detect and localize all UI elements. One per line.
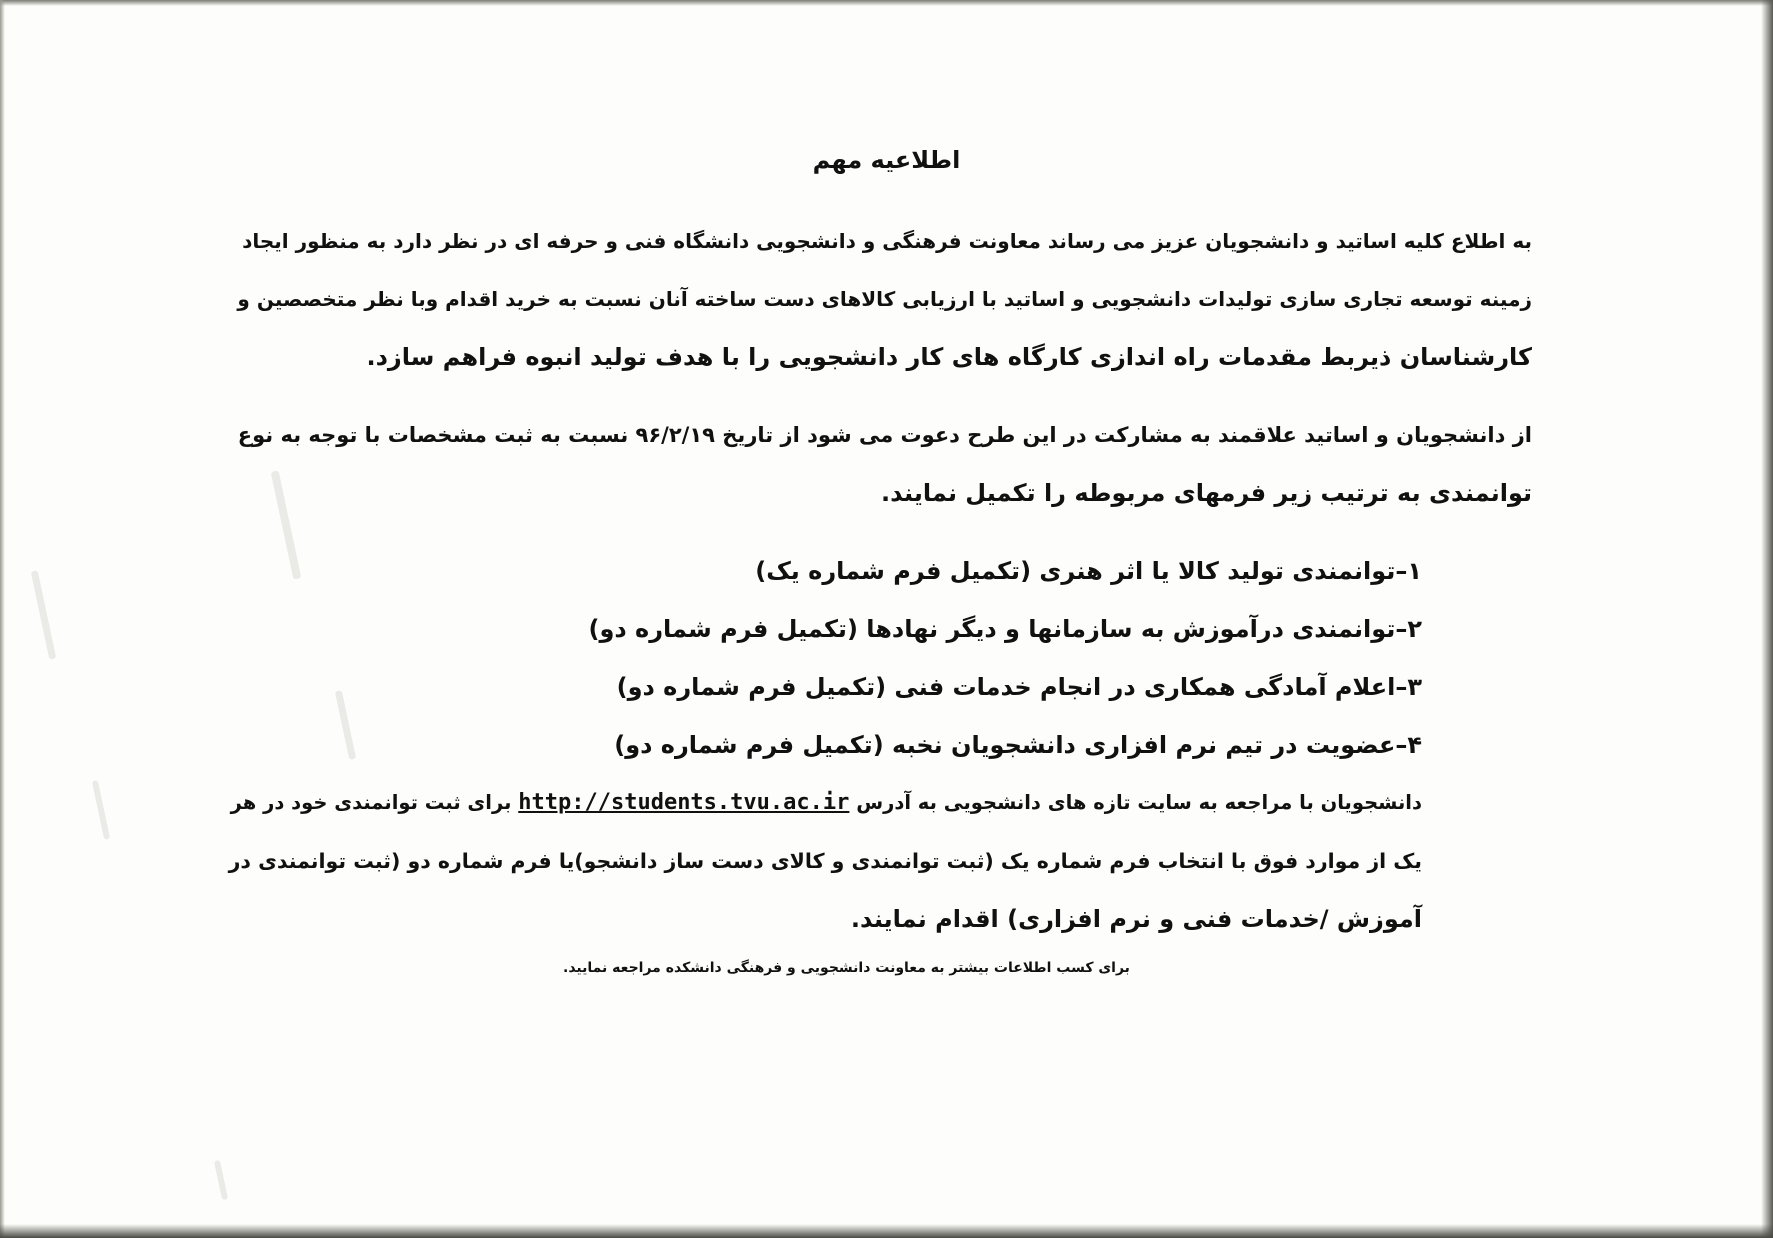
paragraph1-line-1: به اطلاع کلیه اساتید و دانشجویان عزیز می رساند معاونت فرهنگی و دانشجویی دانشگاه فنی و حرفه ای در نظر دارد به منظور ایجاد [242,229,1532,253]
list-item-4: ۴–عضویت در تیم نرم افزاری دانشجویان نخبه (تکمیل فرم شماره دو) [614,731,1422,759]
scan-smudge [31,570,57,659]
scan-smudge [214,1160,228,1200]
scan-edge-top [0,0,1773,6]
scan-smudge [92,780,110,840]
paragraph3-text-before-link: دانشجویان با مراجعه به سایت تازه های دانشجویی به آدرس [856,791,1422,814]
list-item-3: ۳–اعلام آمادگی همکاری در انجام خدمات فنی (تکمیل فرم شماره دو) [616,673,1422,701]
paragraph3-line-1 [231,786,1422,820]
paragraph3-text-after-link: برای ثبت توانمندی خود در هر [230,791,512,814]
notice-title: اطلاعیه مهم [812,146,961,174]
paragraph2-line-1: از دانشجویان و اساتید علاقمند به مشارکت در این طرح دعوت می شود از تاریخ ۹۶/۲/۱۹ نسبت به ثبت مشخصات با توجه به نوع [237,423,1532,447]
students-site-link[interactable]: http://students.tvu.ac.ir [518,790,850,815]
paragraph1-line-2: زمینه توسعه تجاری سازی تولیدات دانشجویی و اساتید با ارزیابی کالاهای دست ساخته آنان نسبت به خرید اقدام وبا نظر متخصصین و [237,287,1532,311]
scan-edge-right [1761,0,1773,1238]
scan-smudge [271,470,302,579]
scan-edge-bottom [0,1224,1773,1238]
paragraph3-line-3: آموزش /خدمات فنی و نرم افزاری) اقدام نمایند. [850,905,1422,933]
scan-edge-left [0,0,5,1238]
closing-sentence: برای کسب اطلاعات بیشتر به معاونت دانشجویی و فرهنگی دانشکده مراجعه نمایید. [563,960,1130,976]
scan-smudge [335,690,356,760]
paragraph2-line-2: توانمندی به ترتیب زیر فرمهای مربوطه را تکمیل نمایند. [881,479,1532,507]
paragraph1-line-3: کارشناسان ذیربط مقدمات راه اندازی کارگاه های کار دانشجویی را با هدف تولید انبوه فراهم سازد. [366,343,1532,371]
list-item-2: ۲–توانمندی درآموزش به سازمانها و دیگر نهادها (تکمیل فرم شماره دو) [588,615,1422,643]
list-item-1: ۱–توانمندی تولید کالا یا اثر هنری (تکمیل فرم شماره یک) [755,557,1422,585]
paragraph3-line-2: یک از موارد فوق با انتخاب فرم شماره یک (ثبت توانمندی و کالای دست ساز دانشجو)یا فرم شماره دو (ثبت توانمندی در [228,849,1422,873]
